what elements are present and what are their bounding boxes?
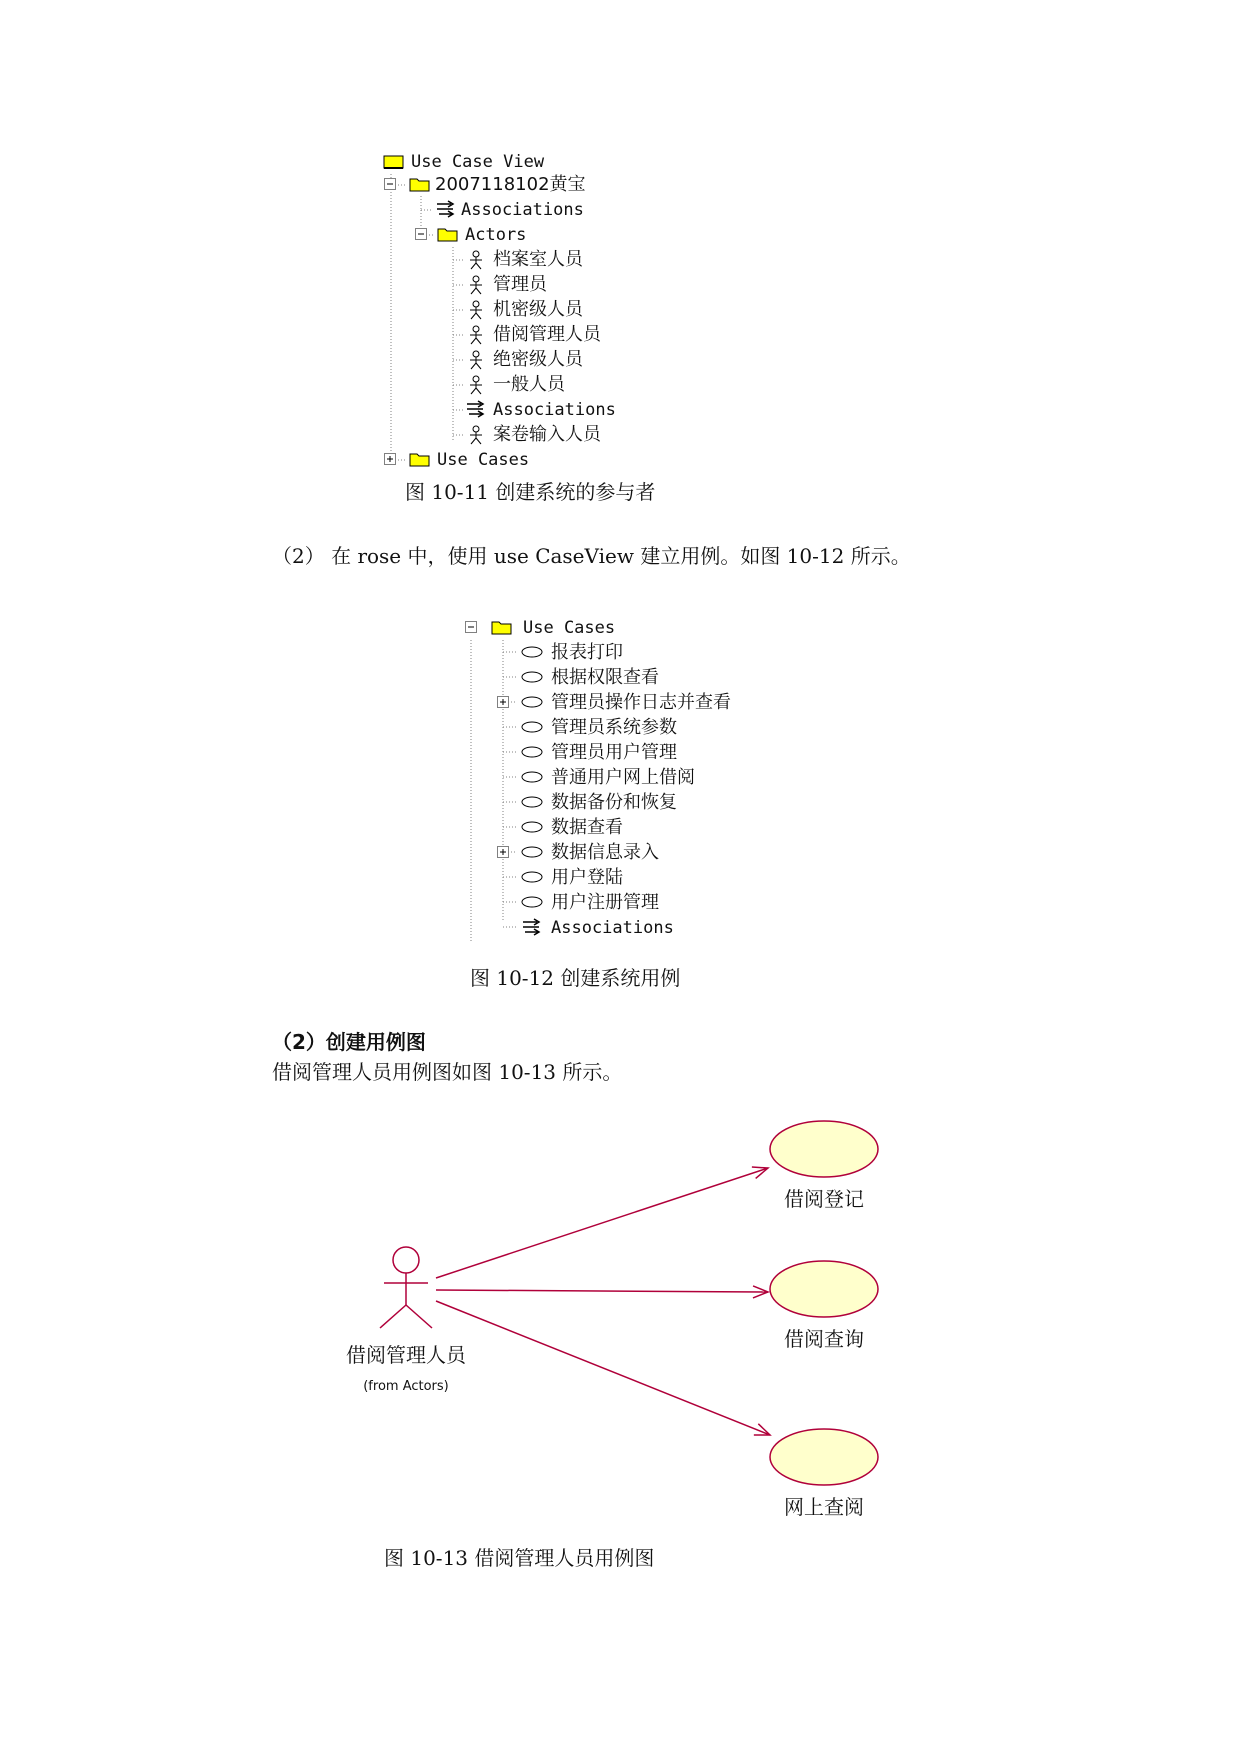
tree-node-label: Use Cases xyxy=(437,450,530,470)
tree-node-label: 管理员操作日志并查看 xyxy=(551,692,731,713)
use-case-icon xyxy=(520,645,544,661)
tree-node-label: 绝密级人员 xyxy=(493,349,583,370)
association-line[interactable] xyxy=(436,1168,768,1278)
collapse-toggle-icon[interactable] xyxy=(415,228,429,242)
paragraph: （2） 在 rose 中，使用 use CaseView 建立用例。如图 10-12 所示。 xyxy=(272,544,911,568)
use-case-icon xyxy=(520,845,544,861)
tree-node-label: 管理员 xyxy=(493,274,547,295)
use-case-icon xyxy=(520,695,544,711)
tree-node-label: Associations xyxy=(461,200,584,220)
tree-node-label: 借阅管理人员 xyxy=(493,324,601,345)
use-case-diagram xyxy=(300,1100,920,1560)
use-case-icon xyxy=(520,670,544,686)
tree-node-label: 根据权限查看 xyxy=(551,667,659,688)
tree-node-label: 2007118102黄宝 xyxy=(435,174,586,195)
tree-node-label: 用户注册管理 xyxy=(551,892,659,913)
use-case-icon xyxy=(520,820,544,836)
figure-caption: 图 10-13 借阅管理人员用例图 xyxy=(384,1546,655,1570)
actor-icon xyxy=(467,275,485,295)
actor-icon xyxy=(467,325,485,345)
associations-icon xyxy=(521,918,543,936)
expand-toggle-icon[interactable] xyxy=(497,696,511,710)
use-case-icon xyxy=(520,870,544,886)
paragraph: 借阅管理人员用例图如图 10-13 所示。 xyxy=(272,1060,623,1084)
actor-icon xyxy=(467,350,485,370)
tree-node-label: Use Cases xyxy=(523,618,616,638)
collapse-toggle-icon[interactable] xyxy=(384,178,398,192)
association-line[interactable] xyxy=(436,1301,770,1435)
actor-right-leg xyxy=(406,1305,432,1328)
use-case-ellipse[interactable] xyxy=(770,1429,878,1485)
folder-open-icon xyxy=(491,618,513,636)
collapse-toggle-icon[interactable] xyxy=(465,621,479,635)
tree-use-case-view xyxy=(383,150,743,470)
folder-open-icon xyxy=(437,225,459,243)
association-line[interactable] xyxy=(436,1290,768,1292)
tree-node-label: Associations xyxy=(551,918,674,938)
actor-icon xyxy=(467,300,485,320)
use-case-icon xyxy=(520,745,544,761)
tree-node-label: 数据备份和恢复 xyxy=(551,792,677,813)
use-case-label: 借阅查询 xyxy=(784,1327,864,1351)
folder-icon xyxy=(409,450,431,468)
actor-icon xyxy=(467,375,485,395)
use-case-ellipse[interactable] xyxy=(770,1121,878,1177)
tree-node-label: 一般人员 xyxy=(493,374,565,395)
use-case-label: 网上查阅 xyxy=(784,1495,864,1519)
folder-open-icon xyxy=(409,175,431,193)
tree-node-label: 案卷输入人员 xyxy=(493,424,601,445)
tree-use-cases xyxy=(465,616,785,946)
folder-icon xyxy=(383,152,405,170)
use-case-ellipse[interactable] xyxy=(770,1261,878,1317)
tree-node-label: 档案室人员 xyxy=(493,249,583,270)
associations-icon xyxy=(435,200,457,218)
actor-figure[interactable] xyxy=(380,1247,432,1328)
tree-node-label: 用户登陆 xyxy=(551,867,623,888)
tree-node-label: Actors xyxy=(465,225,527,245)
actor-left-leg xyxy=(380,1305,406,1328)
actor-head xyxy=(393,1247,419,1273)
section-heading: （2）创建用例图 xyxy=(272,1030,426,1054)
tree-node-label: Use Case View xyxy=(411,152,545,172)
expand-toggle-icon[interactable] xyxy=(497,846,511,860)
tree-node-label: 管理员用户管理 xyxy=(551,742,677,763)
actor-icon xyxy=(467,250,485,270)
actor-name-label: 借阅管理人员 xyxy=(346,1343,466,1367)
expand-toggle-icon[interactable] xyxy=(384,453,398,467)
figure-caption: 图 10-11 创建系统的参与者 xyxy=(405,480,656,504)
tree-node-label: 机密级人员 xyxy=(493,299,583,320)
use-case-icon xyxy=(520,795,544,811)
tree-node-label: 数据信息录入 xyxy=(551,842,659,863)
use-case-label: 借阅登记 xyxy=(784,1187,864,1211)
figure-caption: 图 10-12 创建系统用例 xyxy=(470,966,681,990)
tree-node-label: 报表打印 xyxy=(551,642,623,663)
use-case-icon xyxy=(520,770,544,786)
use-case-icon xyxy=(520,720,544,736)
associations-icon xyxy=(465,400,487,418)
tree-node-label: 管理员系统参数 xyxy=(551,717,677,738)
tree-node-label: Associations xyxy=(493,400,616,420)
actor-icon xyxy=(467,425,485,445)
use-case-icon xyxy=(520,895,544,911)
tree-node-label: 普通用户网上借阅 xyxy=(551,767,695,788)
tree-node-label: 数据查看 xyxy=(551,817,623,838)
actor-from-label: (from Actors) xyxy=(363,1379,449,1394)
